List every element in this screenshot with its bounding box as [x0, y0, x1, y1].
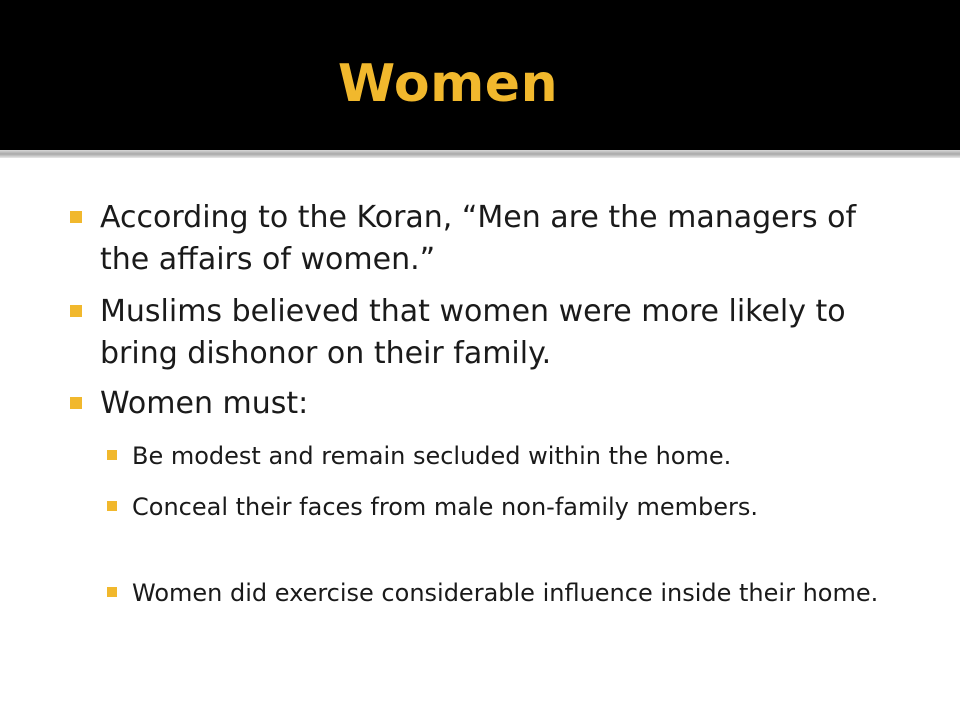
bullet-item: [100, 197, 880, 281]
sub-bullet-text: Conceal their faces from male non-family members.: [132, 493, 759, 521]
bullet-text: Muslims believed that women were more likely to bring dishonor on their family.: [100, 294, 846, 371]
bullet-text: According to the Koran, “Men are the managers of the affairs of women.”: [100, 200, 857, 277]
sub-bullet-item: [132, 489, 902, 525]
square-bullet-icon: [70, 305, 82, 317]
square-bullet-icon: [107, 501, 117, 511]
square-bullet-icon: [70, 397, 82, 409]
sub-bullet-text: Be modest and remain secluded within the home.: [132, 442, 732, 470]
title-bar: [0, 0, 960, 150]
sub-bullet-text: Women did exercise considerable influence inside their home.: [132, 579, 879, 607]
slide-title: Women: [337, 54, 559, 114]
sub-bullet-item: [132, 575, 902, 611]
bullet-text: Women must:: [100, 386, 309, 421]
title-divider: [0, 150, 960, 158]
bullet-item: [100, 291, 880, 375]
sub-bullet-item: [132, 438, 902, 474]
square-bullet-icon: [107, 450, 117, 460]
square-bullet-icon: [107, 587, 117, 597]
square-bullet-icon: [70, 211, 82, 223]
bullet-item: [100, 383, 880, 425]
